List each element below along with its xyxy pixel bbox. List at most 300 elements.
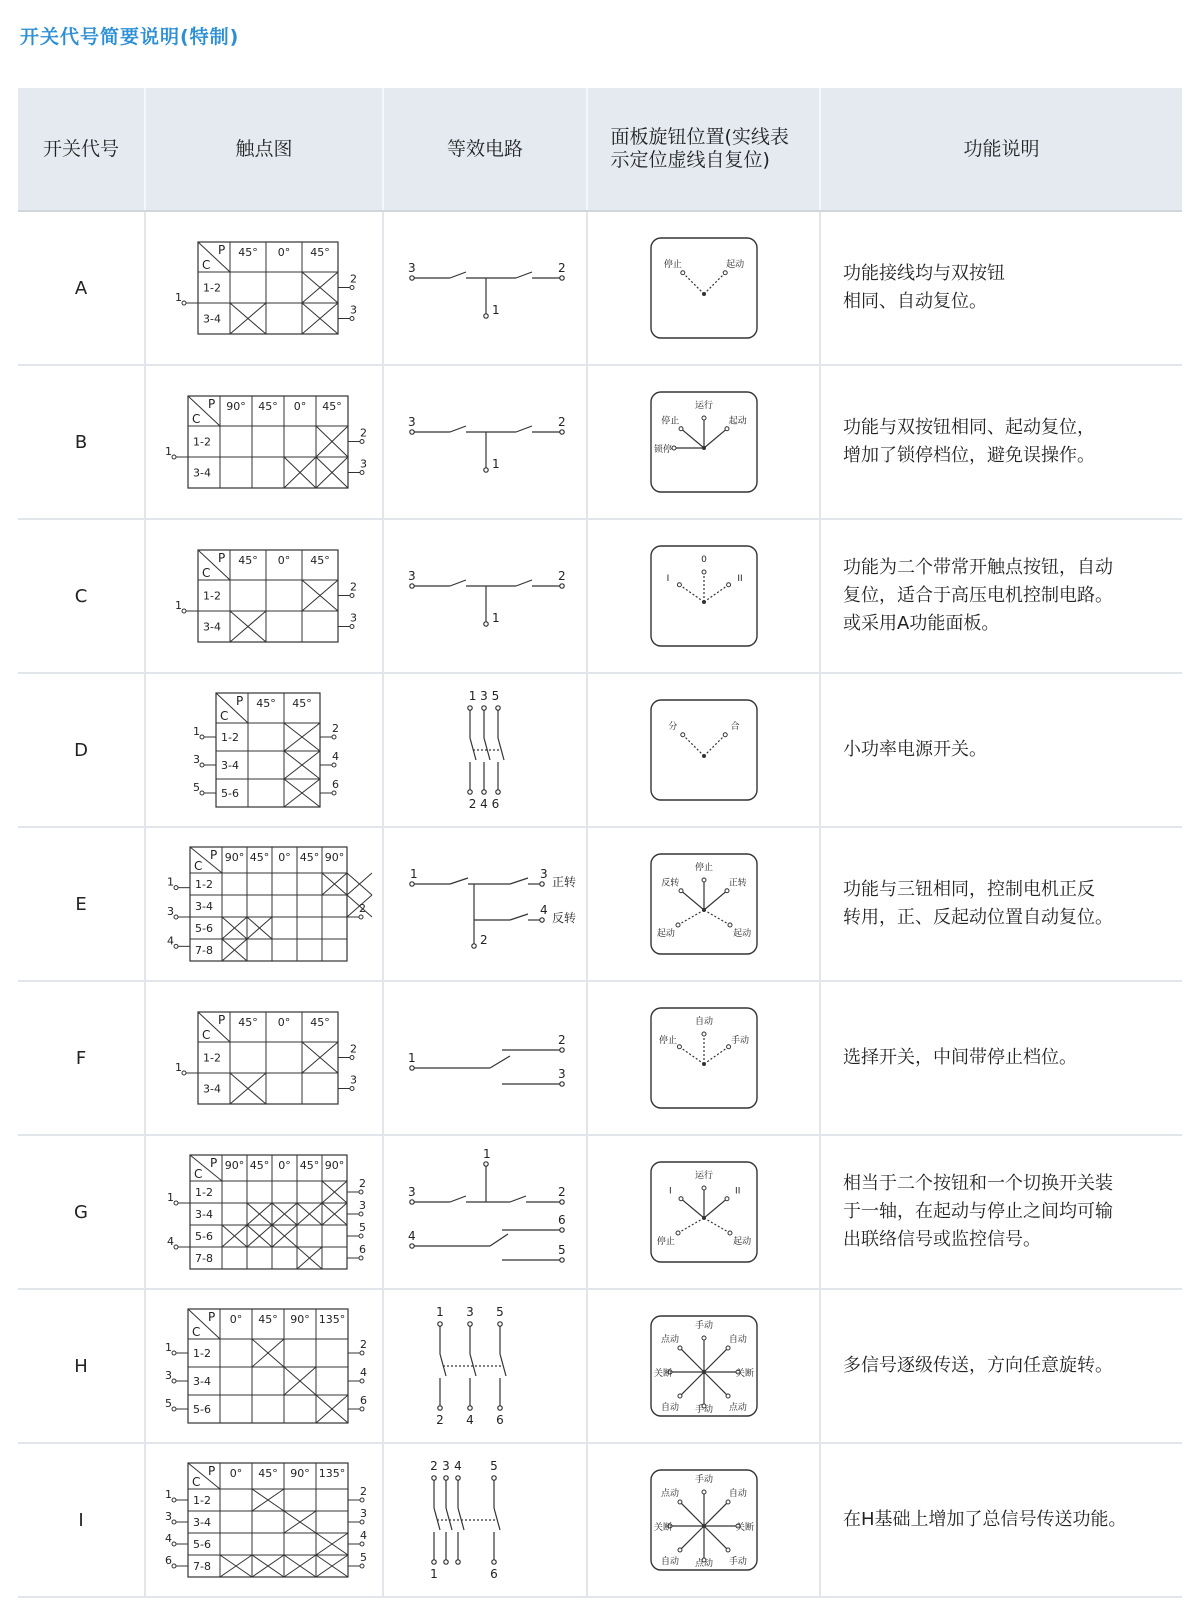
- table-header-row: [18, 88, 1182, 212]
- angle-label: 45°: [238, 554, 258, 567]
- corner-c: C: [192, 1325, 201, 1339]
- panel-position-label: 自动: [660, 1556, 679, 1567]
- pair-label: 1-2: [203, 589, 221, 603]
- circuit-cell: [384, 828, 588, 980]
- terminal-label: 1: [175, 291, 182, 304]
- table-row: [18, 1290, 1182, 1444]
- corner-c: C: [202, 258, 211, 272]
- angle-label: 45°: [310, 554, 330, 567]
- angle-label: 0°: [293, 400, 307, 413]
- code-cell: [18, 1290, 146, 1442]
- circuit-label: 3: [540, 867, 548, 881]
- pair-label: 5-6: [221, 787, 239, 800]
- angle-label: 90°: [290, 1467, 310, 1480]
- contact-diagram: [154, 1296, 374, 1436]
- terminal-label: 1: [175, 1061, 182, 1074]
- switch-code: A: [74, 277, 88, 299]
- circuit-label: 3: [558, 1067, 566, 1081]
- panel-position-label: 自动: [728, 1335, 747, 1346]
- table-row: [18, 520, 1182, 674]
- panel-position-label: 停止: [658, 1035, 677, 1046]
- description-line: 功能与三钮相同，控制电机正反: [843, 879, 1095, 900]
- panel-position-label: 点动: [694, 1559, 713, 1569]
- knob-panel: [649, 1160, 759, 1264]
- terminal-label: 2: [359, 1177, 366, 1190]
- header-panel: [588, 88, 821, 210]
- angle-label: 45°: [292, 697, 312, 710]
- contact-diagram-cell: [146, 520, 384, 672]
- function-cell: [821, 212, 1182, 364]
- terminal-label: 1: [165, 445, 172, 458]
- panel-position-label: 起动: [732, 1237, 751, 1247]
- circuit-cell: [384, 674, 588, 826]
- terminal-label: 4: [360, 1529, 367, 1542]
- terminal-label: 2: [360, 1338, 367, 1351]
- code-cell: [18, 212, 146, 364]
- circuit-label: 4: [540, 903, 548, 917]
- corner-c: C: [202, 566, 211, 580]
- contact-diagram-cell: [146, 674, 384, 826]
- code-cell: [18, 520, 146, 672]
- panel-cell: [588, 982, 821, 1134]
- function-cell: [821, 674, 1182, 826]
- panel-cell: [588, 1444, 821, 1596]
- function-description: [843, 1170, 1113, 1254]
- circuit-cell: [384, 366, 588, 518]
- pair-label: 1-2: [193, 435, 211, 449]
- pair-label: 5-6: [195, 922, 213, 935]
- description-line: 选择开关，中间带停止档位。: [843, 1047, 1077, 1068]
- header-func: 功能说明: [963, 137, 1040, 160]
- contact-diagram: [154, 218, 374, 358]
- contact-diagram: [154, 526, 374, 666]
- function-description: [843, 414, 1095, 470]
- panel-position-label: 手动: [728, 1556, 747, 1567]
- angle-label: 45°: [238, 1016, 258, 1029]
- switch-code: B: [74, 431, 88, 453]
- terminal-label: 3: [165, 1510, 172, 1523]
- circuit-label: 2 4 6: [468, 797, 500, 811]
- panel-position-label: 起动: [732, 929, 751, 939]
- circuit-label: 6: [496, 1413, 504, 1427]
- terminal-label: 3: [167, 905, 174, 918]
- switch-code: G: [74, 1201, 88, 1223]
- circuit-label: 反转: [552, 911, 577, 925]
- code-cell: [18, 366, 146, 518]
- function-description: [843, 736, 987, 764]
- panel-position-label: 停止: [663, 259, 682, 270]
- description-line: 功能接线均与双按钮: [843, 263, 1005, 284]
- panel-position-label: II: [734, 1186, 740, 1197]
- angle-label: 135°: [318, 1313, 346, 1326]
- equivalent-circuit: [390, 1142, 580, 1282]
- equivalent-circuit: [390, 218, 580, 358]
- pair-label: 1-2: [203, 1051, 221, 1065]
- pair-label: 7-8: [195, 1252, 213, 1265]
- panel-position-label: 0: [700, 555, 707, 565]
- panel-cell: [588, 520, 821, 672]
- function-description: [843, 554, 1113, 638]
- angle-label: 45°: [249, 851, 270, 864]
- pair-label: 5-6: [193, 1538, 211, 1551]
- description-line: 转用，正、反起动位置自动复位。: [843, 907, 1113, 928]
- pair-label: 5-6: [195, 1230, 213, 1243]
- contact-diagram-cell: [146, 828, 384, 980]
- panel-position-label: 分: [667, 721, 677, 732]
- panel-position-label: 手动: [730, 1035, 749, 1046]
- contact-diagram-cell: [146, 212, 384, 364]
- header-contact: 触点图: [146, 88, 384, 210]
- code-cell: [18, 982, 146, 1134]
- terminal-label: 4: [360, 1366, 367, 1379]
- terminal-label: 1: [167, 1191, 174, 1204]
- description-line: 或采用A功能面板。: [843, 613, 1000, 634]
- circuit-label: 3: [408, 415, 416, 429]
- panel-position-label: 锁停: [653, 445, 672, 455]
- angle-label: 45°: [258, 1467, 278, 1480]
- circuit-cell: [384, 520, 588, 672]
- description-line: 功能为二个带常开触点按钮，自动: [843, 557, 1113, 578]
- contact-diagram-cell: [146, 1290, 384, 1442]
- panel-position-label: 手动: [694, 1321, 713, 1331]
- description-line: 出联络信号或监控信号。: [843, 1229, 1041, 1250]
- circuit-label: 2: [480, 933, 488, 947]
- corner-p: P: [208, 1310, 216, 1324]
- pair-label: 3-4: [193, 466, 211, 480]
- page-title: 开关代号简要说明(特制): [20, 26, 240, 48]
- circuit-label: 2: [558, 261, 566, 275]
- equivalent-circuit: [390, 1450, 580, 1590]
- pair-label: 3-4: [203, 620, 221, 634]
- angle-label: 45°: [249, 1159, 270, 1172]
- corner-p: P: [218, 243, 226, 257]
- terminal-label: 3: [350, 611, 357, 625]
- pair-label: 5-6: [193, 1403, 211, 1416]
- circuit-label: 2: [558, 569, 566, 583]
- header-code: 开关代号: [18, 88, 146, 210]
- pair-label: 1-2: [195, 878, 213, 891]
- equivalent-circuit: [390, 1296, 580, 1436]
- pair-label: 3-4: [195, 1208, 213, 1221]
- panel-position-label: I: [666, 573, 669, 584]
- angle-label: 90°: [226, 400, 246, 413]
- table-row: [18, 366, 1182, 520]
- description-line: 相当于二个按钮和一个切换开关装: [843, 1173, 1113, 1194]
- contact-diagram: [154, 680, 374, 820]
- panel-position-label: 关断: [735, 1369, 754, 1379]
- circuit-label: 4: [454, 1459, 462, 1473]
- angle-label: 45°: [238, 246, 258, 259]
- circuit-label: 1: [483, 1147, 491, 1161]
- corner-p: P: [210, 848, 218, 862]
- description-line: 功能与双按钮相同、起动复位，: [843, 417, 1095, 438]
- knob-panel: [649, 698, 759, 802]
- contact-diagram-cell: [146, 1136, 384, 1288]
- pair-label: 3-4: [195, 900, 213, 913]
- code-cell: [18, 674, 146, 826]
- function-description: [843, 1506, 1127, 1534]
- angle-label: 90°: [324, 851, 345, 864]
- terminal-label: 1: [167, 875, 174, 889]
- function-cell: [821, 1444, 1182, 1596]
- panel-position-label: 反转: [660, 878, 679, 889]
- corner-p: P: [218, 1013, 226, 1027]
- table-row: [18, 828, 1182, 982]
- terminal-label: 1: [175, 599, 182, 612]
- function-cell: [821, 366, 1182, 518]
- panel-cell: [588, 1136, 821, 1288]
- pair-label: 3-4: [203, 1082, 221, 1096]
- header-circuit: 等效电路: [384, 88, 588, 210]
- equivalent-circuit: [390, 372, 580, 512]
- function-cell: [821, 828, 1182, 980]
- circuit-label: 1: [430, 1567, 438, 1581]
- pair-label: 1-2: [203, 281, 221, 295]
- knob-panel: [649, 236, 759, 340]
- terminal-label: 4: [167, 934, 174, 948]
- angle-label: 45°: [256, 697, 276, 710]
- terminal-label: 2: [350, 580, 357, 594]
- contact-diagram: [154, 1450, 374, 1590]
- terminal-label: 6: [332, 778, 339, 791]
- function-cell: [821, 982, 1182, 1134]
- circuit-label: 6: [558, 1213, 566, 1227]
- function-cell: [821, 520, 1182, 672]
- circuit-cell: [384, 1444, 588, 1596]
- description-line: 复位，适合于高压电机控制电路。: [843, 585, 1113, 606]
- corner-p: P: [218, 551, 226, 565]
- terminal-label: 6: [360, 1394, 367, 1407]
- terminal-label: 3: [350, 1073, 357, 1087]
- knob-panel: [649, 1468, 759, 1572]
- terminal-label: 2: [359, 902, 366, 915]
- pair-label: 1-2: [193, 1347, 211, 1360]
- angle-label: 45°: [258, 1313, 278, 1326]
- angle-label: 0°: [278, 851, 291, 864]
- equivalent-circuit: [390, 834, 580, 974]
- equivalent-circuit: [390, 988, 580, 1128]
- angle-label: 0°: [278, 1159, 291, 1172]
- knob-panel: [649, 852, 759, 956]
- terminal-label: 2: [360, 1485, 367, 1498]
- pair-label: 3-4: [221, 759, 239, 772]
- terminal-label: 6: [165, 1554, 172, 1567]
- description-line: 增加了锁停档位，避免误操作。: [843, 445, 1095, 466]
- angle-label: 45°: [322, 400, 342, 413]
- description-line: 小功率电源开关。: [843, 739, 987, 760]
- circuit-label: 正转: [552, 875, 577, 889]
- contact-diagram: [154, 1142, 374, 1282]
- circuit-label: 3: [442, 1459, 450, 1473]
- switch-code: C: [74, 585, 88, 607]
- panel-cell: [588, 828, 821, 980]
- corner-p: P: [236, 694, 244, 708]
- panel-position-label: 停止: [660, 416, 679, 427]
- terminal-label: 5: [359, 1221, 366, 1234]
- angle-label: 45°: [299, 851, 320, 864]
- pair-label: 1-2: [221, 731, 239, 744]
- switch-code-table: [18, 88, 1182, 1598]
- panel-position-label: 合: [730, 721, 740, 732]
- angle-label: 0°: [277, 1016, 291, 1029]
- circuit-label: 6: [490, 1567, 498, 1581]
- circuit-label: 2: [436, 1413, 444, 1427]
- panel-position-label: 点动: [660, 1335, 679, 1346]
- circuit-label: 3: [408, 1185, 416, 1199]
- panel-position-label: I: [668, 1186, 672, 1197]
- panel-position-label: 运行: [694, 1171, 713, 1181]
- knob-panel: [649, 544, 759, 648]
- terminal-label: 4: [165, 1532, 172, 1545]
- terminal-label: 3: [165, 1369, 172, 1382]
- table-row: [18, 1444, 1182, 1598]
- circuit-label: 3: [466, 1305, 474, 1319]
- terminal-label: 3: [350, 303, 357, 317]
- corner-p: P: [208, 1464, 216, 1478]
- table-row: [18, 982, 1182, 1136]
- angle-label: 0°: [277, 246, 291, 259]
- pair-label: 1-2: [195, 1186, 213, 1199]
- angle-label: 90°: [224, 1159, 245, 1172]
- terminal-label: 3: [359, 1199, 366, 1212]
- code-cell: [18, 828, 146, 980]
- terminal-label: 5: [360, 1551, 367, 1564]
- contact-diagram: [154, 372, 374, 512]
- panel-position-label: 关断: [653, 1369, 672, 1379]
- equivalent-circuit: [390, 680, 580, 820]
- circuit-cell: [384, 1136, 588, 1288]
- description-line: 在H基础上增加了总信号传送功能。: [843, 1509, 1127, 1530]
- terminal-label: 1: [193, 725, 200, 738]
- angle-label: 45°: [299, 1159, 320, 1172]
- corner-c: C: [192, 1475, 201, 1489]
- switch-code: F: [75, 1047, 87, 1069]
- description-line: 于一轴，在起动与停止之间均可输: [843, 1201, 1113, 1222]
- angle-label: 45°: [310, 1016, 330, 1029]
- terminal-label: 3: [360, 1507, 367, 1520]
- angle-label: 45°: [310, 246, 330, 259]
- contact-diagram-cell: [146, 1444, 384, 1596]
- pair-label: 1-2: [193, 1494, 211, 1507]
- circuit-cell: [384, 982, 588, 1134]
- circuit-label: 2: [430, 1459, 438, 1473]
- code-cell: [18, 1444, 146, 1596]
- angle-label: 45°: [258, 400, 278, 413]
- circuit-label: 1: [492, 303, 500, 317]
- circuit-label: 1: [410, 867, 418, 881]
- panel-position-label: 自动: [660, 1402, 679, 1413]
- pair-label: 3-4: [193, 1375, 211, 1388]
- function-cell: [821, 1136, 1182, 1288]
- panel-position-label: 停止: [656, 1237, 675, 1247]
- panel-position-label: 关断: [735, 1523, 754, 1533]
- panel-position-label: 点动: [728, 1402, 747, 1413]
- panel-position-label: 运行: [694, 401, 713, 411]
- terminal-label: 2: [360, 426, 367, 440]
- description-line: 相同、自动复位。: [843, 291, 987, 312]
- terminal-label: 5: [165, 1397, 172, 1410]
- panel-position-label: II: [736, 573, 743, 584]
- circuit-label: 1 3 5: [468, 689, 500, 703]
- switch-code: E: [75, 893, 87, 915]
- table-row: [18, 1136, 1182, 1290]
- code-cell: [18, 1136, 146, 1288]
- pair-label: 7-8: [193, 1560, 211, 1573]
- panel-position-label: 起动: [728, 416, 747, 427]
- equivalent-circuit: [390, 526, 580, 666]
- function-description: [843, 1044, 1077, 1072]
- switch-code: I: [78, 1509, 84, 1531]
- panel-position-label: 停止: [694, 863, 713, 873]
- terminal-label: 2: [332, 722, 339, 735]
- table-row: [18, 674, 1182, 828]
- terminal-label: 1: [165, 1488, 172, 1501]
- function-description: [843, 1352, 1113, 1380]
- contact-diagram: [154, 834, 374, 974]
- corner-c: C: [192, 412, 201, 426]
- circuit-label: 2: [558, 1033, 566, 1047]
- corner-c: C: [220, 709, 229, 723]
- panel-position-label: 手动: [694, 1475, 713, 1485]
- contact-diagram-cell: [146, 366, 384, 518]
- contact-diagram-cell: [146, 982, 384, 1134]
- circuit-label: 2: [558, 415, 566, 429]
- knob-panel: [649, 1006, 759, 1110]
- function-description: [843, 260, 1005, 316]
- panel-position-label: 自动: [694, 1017, 713, 1027]
- circuit-label: 4: [466, 1413, 474, 1427]
- panel-position-label: 手动: [694, 1405, 713, 1415]
- circuit-label: 1: [408, 1051, 416, 1065]
- function-description: [843, 876, 1113, 932]
- circuit-label: 1: [492, 611, 500, 625]
- table-row: [18, 212, 1182, 366]
- terminal-label: 2: [350, 1042, 357, 1056]
- terminal-label: 3: [193, 753, 200, 766]
- corner-c: C: [194, 859, 203, 873]
- pair-label: 3-4: [203, 312, 221, 326]
- panel-cell: [588, 212, 821, 364]
- circuit-label: 2: [558, 1185, 566, 1199]
- angle-label: 135°: [318, 1467, 346, 1480]
- pair-label: 7-8: [195, 944, 213, 957]
- pair-label: 3-4: [193, 1516, 211, 1529]
- circuit-label: 3: [408, 569, 416, 583]
- angle-label: 90°: [324, 1159, 345, 1172]
- switch-code: H: [74, 1355, 88, 1377]
- angle-label: 0°: [277, 554, 291, 567]
- terminal-label: 1: [165, 1341, 172, 1354]
- circuit-cell: [384, 212, 588, 364]
- panel-position-label: 起动: [656, 929, 675, 939]
- header-panel-text: 面板旋钮位置(实线表示定位虚线自复位): [610, 126, 789, 171]
- panel-position-label: 关断: [653, 1523, 672, 1533]
- circuit-label: 3: [408, 261, 416, 275]
- angle-label: 90°: [290, 1313, 310, 1326]
- circuit-label: 1: [492, 457, 500, 471]
- panel-position-label: 点动: [660, 1489, 679, 1500]
- panel-position-label: 自动: [728, 1489, 747, 1500]
- knob-panel: [649, 390, 759, 494]
- terminal-label: 2: [350, 272, 357, 286]
- circuit-label: 5: [558, 1243, 566, 1257]
- terminal-label: 4: [332, 750, 339, 763]
- corner-c: C: [202, 1028, 211, 1042]
- function-cell: [821, 1290, 1182, 1442]
- terminal-label: 6: [359, 1243, 366, 1256]
- terminal-label: 3: [360, 457, 367, 471]
- corner-c: C: [194, 1167, 203, 1181]
